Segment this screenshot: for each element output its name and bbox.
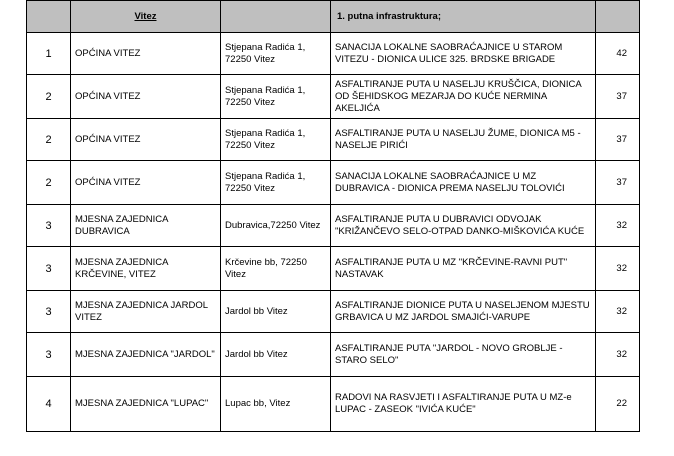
table-row — [27, 247, 640, 291]
applicant-cell: MJESNA ZAJEDNICA JARDOL VITEZ — [71, 291, 221, 333]
applicant-cell: MJESNA ZAJEDNICA "JARDOL" — [71, 333, 221, 377]
table-row — [27, 205, 640, 247]
project-cell: ASFALTIRANJE PUTA U DUBRAVICI ODVOJAK "KRIŽANČEVO SELO-OTPAD DANKO-MIŠKOVIĆA KUĆE — [331, 205, 596, 247]
rank-cell: 3 — [27, 247, 71, 291]
address-cell: Stjepana Radića 1, 72250 Vitez — [221, 119, 331, 161]
applicant-cell: OPĆINA VITEZ — [71, 33, 221, 75]
rank-cell: 2 — [27, 161, 71, 205]
table-row — [27, 161, 640, 205]
points-cell: 37 — [596, 161, 640, 205]
applicant-cell: MJESNA ZAJEDNICA "LUPAC" — [71, 377, 221, 432]
project-cell: ASFALTIRANJE PUTA U NASELJU KRUŠČICA, DIONICA OD ŠEHIDSKOG MEZARJA DO KUĆE NERMINA AKELJIĆA — [331, 75, 596, 119]
ranking-table-body — [27, 1, 640, 432]
table-row — [27, 377, 640, 432]
points-cell: 32 — [596, 291, 640, 333]
project-cell: ASFALTIRANJE DIONICE PUTA U NASELJENOM MJESTU GRBAVICA U MZ JARDOL SMAJIĆI-VARUPE — [331, 291, 596, 333]
rank-cell: 2 — [27, 75, 71, 119]
header-blank-cell — [596, 1, 640, 33]
ranking-table — [26, 0, 640, 432]
rank-cell: 3 — [27, 291, 71, 333]
points-cell: 37 — [596, 75, 640, 119]
applicant-cell: MJESNA ZAJEDNICA DUBRAVICA — [71, 205, 221, 247]
project-cell: ASFALTIRANJE PUTA U MZ "KRČEVINE-RAVNI PUT" NASTAVAK — [331, 247, 596, 291]
rank-cell: 4 — [27, 377, 71, 432]
address-cell: Krčevine bb, 72250 Vitez — [221, 247, 331, 291]
table-row — [27, 333, 640, 377]
rank-cell: 2 — [27, 119, 71, 161]
project-cell: ASFALTIRANJE PUTA U NASELJU ŽUME, DIONICA M5 - NASELJE PIRIĆI — [331, 119, 596, 161]
project-cell: ASFALTIRANJE PUTA "JARDOL - NOVO GROBLJE - STARO SELO" — [331, 333, 596, 377]
table-row — [27, 75, 640, 119]
header-blank-cell — [27, 1, 71, 33]
points-cell: 42 — [596, 33, 640, 75]
points-cell: 32 — [596, 247, 640, 291]
rank-cell: 3 — [27, 205, 71, 247]
table-row — [27, 33, 640, 75]
project-cell: SANACIJA LOKALNE SAOBRAĆAJNICE U STAROM VITEZU - DIONICA ULICE 325. BRDSKE BRIGADE — [331, 33, 596, 75]
address-cell: Stjepana Radića 1, 72250 Vitez — [221, 161, 331, 205]
applicant-cell: MJESNA ZAJEDNICA KRČEVINE, VITEZ — [71, 247, 221, 291]
applicant-cell: OPĆINA VITEZ — [71, 161, 221, 205]
points-cell: 32 — [596, 205, 640, 247]
address-cell: Jardol bb Vitez — [221, 291, 331, 333]
points-cell: 22 — [596, 377, 640, 432]
project-cell: SANACIJA LOKALNE SAOBRAĆAJNICE U MZ DUBRAVICA - DIONICA PREMA NASELJU TOLOVIĆI — [331, 161, 596, 205]
municipality-header: Vitez — [71, 1, 221, 33]
address-cell: Stjepana Radića 1, 72250 Vitez — [221, 75, 331, 119]
table-header-row — [27, 1, 640, 33]
address-cell: Stjepana Radića 1, 72250 Vitez — [221, 33, 331, 75]
rank-cell: 1 — [27, 33, 71, 75]
applicant-cell: OPĆINA VITEZ — [71, 75, 221, 119]
address-cell: Dubravica,72250 Vitez — [221, 205, 331, 247]
points-cell: 37 — [596, 119, 640, 161]
table-row — [27, 291, 640, 333]
rank-cell: 3 — [27, 333, 71, 377]
applicant-cell: OPĆINA VITEZ — [71, 119, 221, 161]
points-cell: 32 — [596, 333, 640, 377]
category-header: 1. putna infrastruktura; — [331, 1, 596, 33]
address-cell: Jardol bb Vitez — [221, 333, 331, 377]
address-cell: Lupac bb, Vitez — [221, 377, 331, 432]
table-row — [27, 119, 640, 161]
header-blank-cell — [221, 1, 331, 33]
project-cell: RADOVI NA RASVJETI I ASFALTIRANJE PUTA U MZ-e LUPAC - ZASEOK "IVIĆA KUĆE" — [331, 377, 596, 432]
